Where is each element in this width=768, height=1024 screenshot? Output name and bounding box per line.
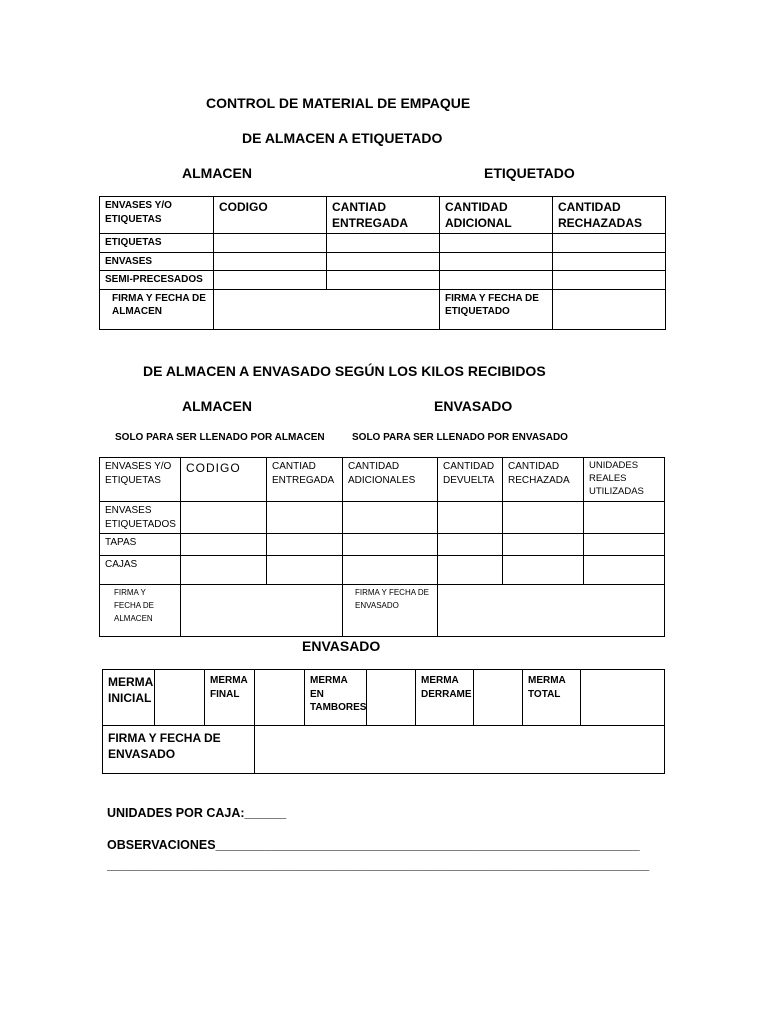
merma-derrame-label: MERMA DERRAME xyxy=(416,670,474,726)
input-cell[interactable] xyxy=(343,534,438,556)
row-label-semi-procesados: SEMI-PRECESADOS xyxy=(100,271,214,290)
input-cell[interactable] xyxy=(267,502,343,534)
firma-almacen-field-2[interactable] xyxy=(181,585,343,637)
etiquetado-table xyxy=(99,196,666,330)
observaciones-line-2[interactable]: ______________________________________________________________________________ xyxy=(107,858,650,872)
firma-almacen-field[interactable] xyxy=(214,289,440,329)
input-cell[interactable] xyxy=(584,502,665,534)
header-cantidad-adicionales: CANTIDAD ADICIONALES xyxy=(343,458,438,502)
input-cell[interactable] xyxy=(438,502,503,534)
firma-envasado-field[interactable] xyxy=(438,585,665,637)
observaciones[interactable]: OBSERVACIONES_____________________________________________________________ xyxy=(107,838,640,852)
header-unidades-reales: UNIDADES REALES UTILIZADAS xyxy=(584,458,665,502)
almacen-label: ALMACEN xyxy=(182,165,252,181)
input-cell[interactable] xyxy=(438,534,503,556)
firma-etiquetado-field[interactable] xyxy=(553,289,666,329)
input-cell[interactable] xyxy=(503,534,584,556)
input-cell[interactable] xyxy=(343,502,438,534)
row-label-cajas: CAJAS xyxy=(100,556,181,585)
input-cell[interactable] xyxy=(214,271,327,290)
header-cantidad-rechazada: CANTIDAD RECHAZADA xyxy=(503,458,584,502)
input-cell[interactable] xyxy=(327,271,440,290)
input-cell[interactable] xyxy=(214,252,327,271)
header-cantidad-entregada-2: CANTIAD ENTREGADA xyxy=(267,458,343,502)
header-envases-etiquetas-2: ENVASES Y/O ETIQUETAS xyxy=(100,458,181,502)
header-envases-etiquetas: ENVASES Y/O ETIQUETAS xyxy=(100,197,214,234)
firma-almacen-label-2: FIRMA Y FECHA DE ALMACEN xyxy=(100,585,181,637)
input-cell[interactable] xyxy=(181,502,267,534)
input-cell[interactable] xyxy=(584,556,665,585)
firma-envasado-label-2: FIRMA Y FECHA DE ENVASADO xyxy=(103,726,255,774)
merma-final-field[interactable] xyxy=(255,670,305,726)
etiquetado-label: ETIQUETADO xyxy=(484,165,575,181)
input-cell[interactable] xyxy=(503,502,584,534)
input-cell[interactable] xyxy=(343,556,438,585)
merma-total-field[interactable] xyxy=(581,670,665,726)
note-almacen: SOLO PARA SER LLENADO POR ALMACEN xyxy=(115,432,325,443)
form-title: CONTROL DE MATERIAL DE EMPAQUE xyxy=(206,95,471,111)
input-cell[interactable] xyxy=(267,534,343,556)
envasado-table xyxy=(99,457,665,637)
input-cell[interactable] xyxy=(440,234,553,253)
input-cell[interactable] xyxy=(214,234,327,253)
header-cantidad-entregada: CANTIAD ENTREGADA xyxy=(327,197,440,234)
merma-final-label: MERMA FINAL xyxy=(205,670,255,726)
input-cell[interactable] xyxy=(553,271,666,290)
row-label-envases-etiquetados: ENVASES ETIQUETADOS xyxy=(100,502,181,534)
merma-inicial-label: MERMA INICIAL xyxy=(103,670,155,726)
row-label-etiquetas: ETIQUETAS xyxy=(100,234,214,253)
note-envasado: SOLO PARA SER LLENADO POR ENVASADO xyxy=(352,432,568,443)
input-cell[interactable] xyxy=(181,534,267,556)
input-cell[interactable] xyxy=(503,556,584,585)
almacen-label-2: ALMACEN xyxy=(182,398,252,414)
row-label-tapas: TAPAS xyxy=(100,534,181,556)
merma-table xyxy=(102,669,665,774)
header-codigo-2: CODIGO xyxy=(181,458,267,502)
header-cantidad-adicional: CANTIDAD ADICIONAL xyxy=(440,197,553,234)
input-cell[interactable] xyxy=(327,252,440,271)
merma-derrame-field[interactable] xyxy=(474,670,523,726)
section-title-envasado: DE ALMACEN A ENVASADO SEGÚN LOS KILOS RECIBIDOS xyxy=(143,363,546,379)
section-title-etiquetado: DE ALMACEN A ETIQUETADO xyxy=(242,130,443,146)
input-cell[interactable] xyxy=(584,534,665,556)
input-cell[interactable] xyxy=(440,252,553,271)
merma-tambores-label: MERMA EN TAMBORES xyxy=(305,670,367,726)
input-cell[interactable] xyxy=(553,252,666,271)
firma-etiquetado-label: FIRMA Y FECHA DE ETIQUETADO xyxy=(440,289,553,329)
header-codigo: CODIGO xyxy=(214,197,327,234)
input-cell[interactable] xyxy=(327,234,440,253)
merma-tambores-field[interactable] xyxy=(367,670,416,726)
input-cell[interactable] xyxy=(267,556,343,585)
input-cell[interactable] xyxy=(181,556,267,585)
header-cantidad-devuelta: CANTIDAD DEVUELTA xyxy=(438,458,503,502)
row-label-envases: ENVASES xyxy=(100,252,214,271)
firma-almacen-label: FIRMA Y FECHA DE ALMACEN xyxy=(100,289,214,329)
input-cell[interactable] xyxy=(438,556,503,585)
merma-total-label: MERMA TOTAL xyxy=(523,670,581,726)
firma-envasado-field-2[interactable] xyxy=(255,726,665,774)
firma-envasado-label: FIRMA Y FECHA DE ENVASADO xyxy=(343,585,438,637)
envasado-label: ENVASADO xyxy=(434,398,513,414)
input-cell[interactable] xyxy=(440,271,553,290)
envasado-section-title: ENVASADO xyxy=(302,638,381,654)
unidades-por-caja[interactable]: UNIDADES POR CAJA:______ xyxy=(107,806,287,820)
merma-inicial-field[interactable] xyxy=(155,670,205,726)
input-cell[interactable] xyxy=(553,234,666,253)
header-cantidad-rechazadas: CANTIDAD RECHAZADAS xyxy=(553,197,666,234)
